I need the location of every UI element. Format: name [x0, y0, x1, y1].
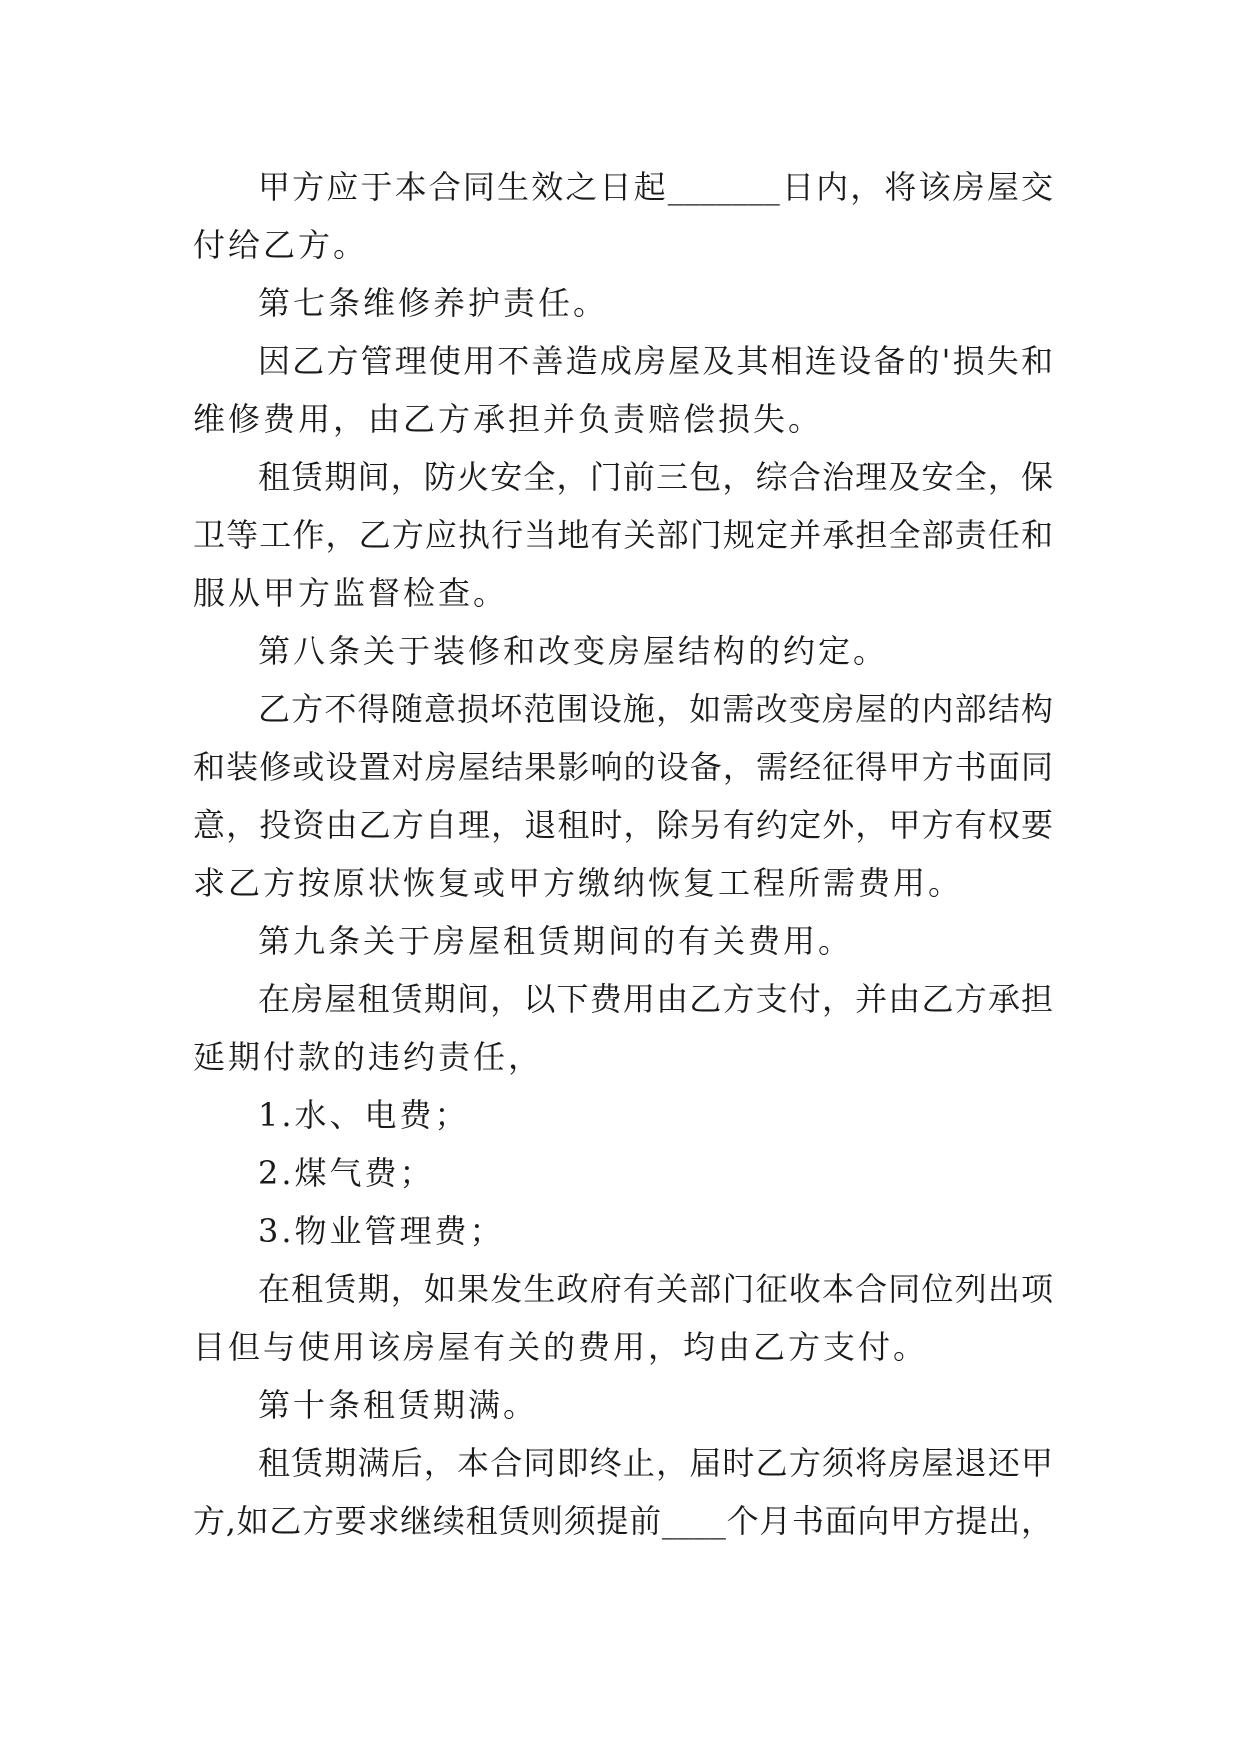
paragraph-line: 维修费用，由乙方承担并负责赔偿损失。: [193, 400, 824, 438]
list-item: 1.水、电费；: [258, 1096, 470, 1134]
paragraph-line: 甲方应于本合同生效之日起_______日内，将该房屋交: [258, 168, 1053, 206]
paragraph-line: 在房屋租赁期间，以下费用由乙方支付，并由乙方承担: [258, 980, 1053, 1018]
paragraph-line: 方,如乙方要求继续租赁则须提前____个月书面向甲方提出，: [193, 1502, 1053, 1540]
article-heading: 第九条关于房屋租赁期间的有关费用。: [258, 922, 854, 960]
paragraph-line: 求乙方按原状恢复或甲方缴纳恢复工程所需费用。: [193, 864, 964, 902]
paragraph-line: 租赁期间，防火安全，门前三包，综合治理及安全，保: [258, 458, 1053, 496]
paragraph-line: 卫等工作，乙方应执行当地有关部门规定并承担全部责任和: [193, 516, 1053, 554]
paragraph-line: 在租赁期，如果发生政府有关部门征收本合同位列出项: [258, 1270, 1053, 1308]
list-item: 3.物业管理费；: [258, 1212, 505, 1250]
article-heading: 第八条关于装修和改变房屋结构的约定。: [258, 632, 889, 670]
paragraph-line: 目但与使用该房屋有关的费用，均由乙方支付。: [193, 1328, 929, 1366]
paragraph-line: 延期付款的违约责任，: [193, 1038, 544, 1076]
list-item: 2.煤气费；: [258, 1154, 435, 1192]
paragraph-line: 付给乙方。: [193, 226, 369, 264]
paragraph-line: 意，投资由乙方自理，退租时，除另有约定外，甲方有权要: [193, 806, 1053, 844]
paragraph-line: 租赁期满后，本合同即终止，届时乙方须将房屋退还甲: [258, 1444, 1053, 1482]
paragraph-line: 服从甲方监督检查。: [193, 574, 509, 612]
article-heading: 第十条租赁期满。: [258, 1386, 539, 1424]
paragraph-line: 乙方不得随意损坏范围设施，如需改变房屋的内部结构: [258, 690, 1053, 728]
article-heading: 第七条维修养护责任。: [258, 284, 609, 322]
paragraph-line: 因乙方管理使用不善造成房屋及其相连设备的'损失和: [258, 342, 1053, 380]
paragraph-line: 和装修或设置对房屋结果影响的设备，需经征得甲方书面同: [193, 748, 1053, 786]
